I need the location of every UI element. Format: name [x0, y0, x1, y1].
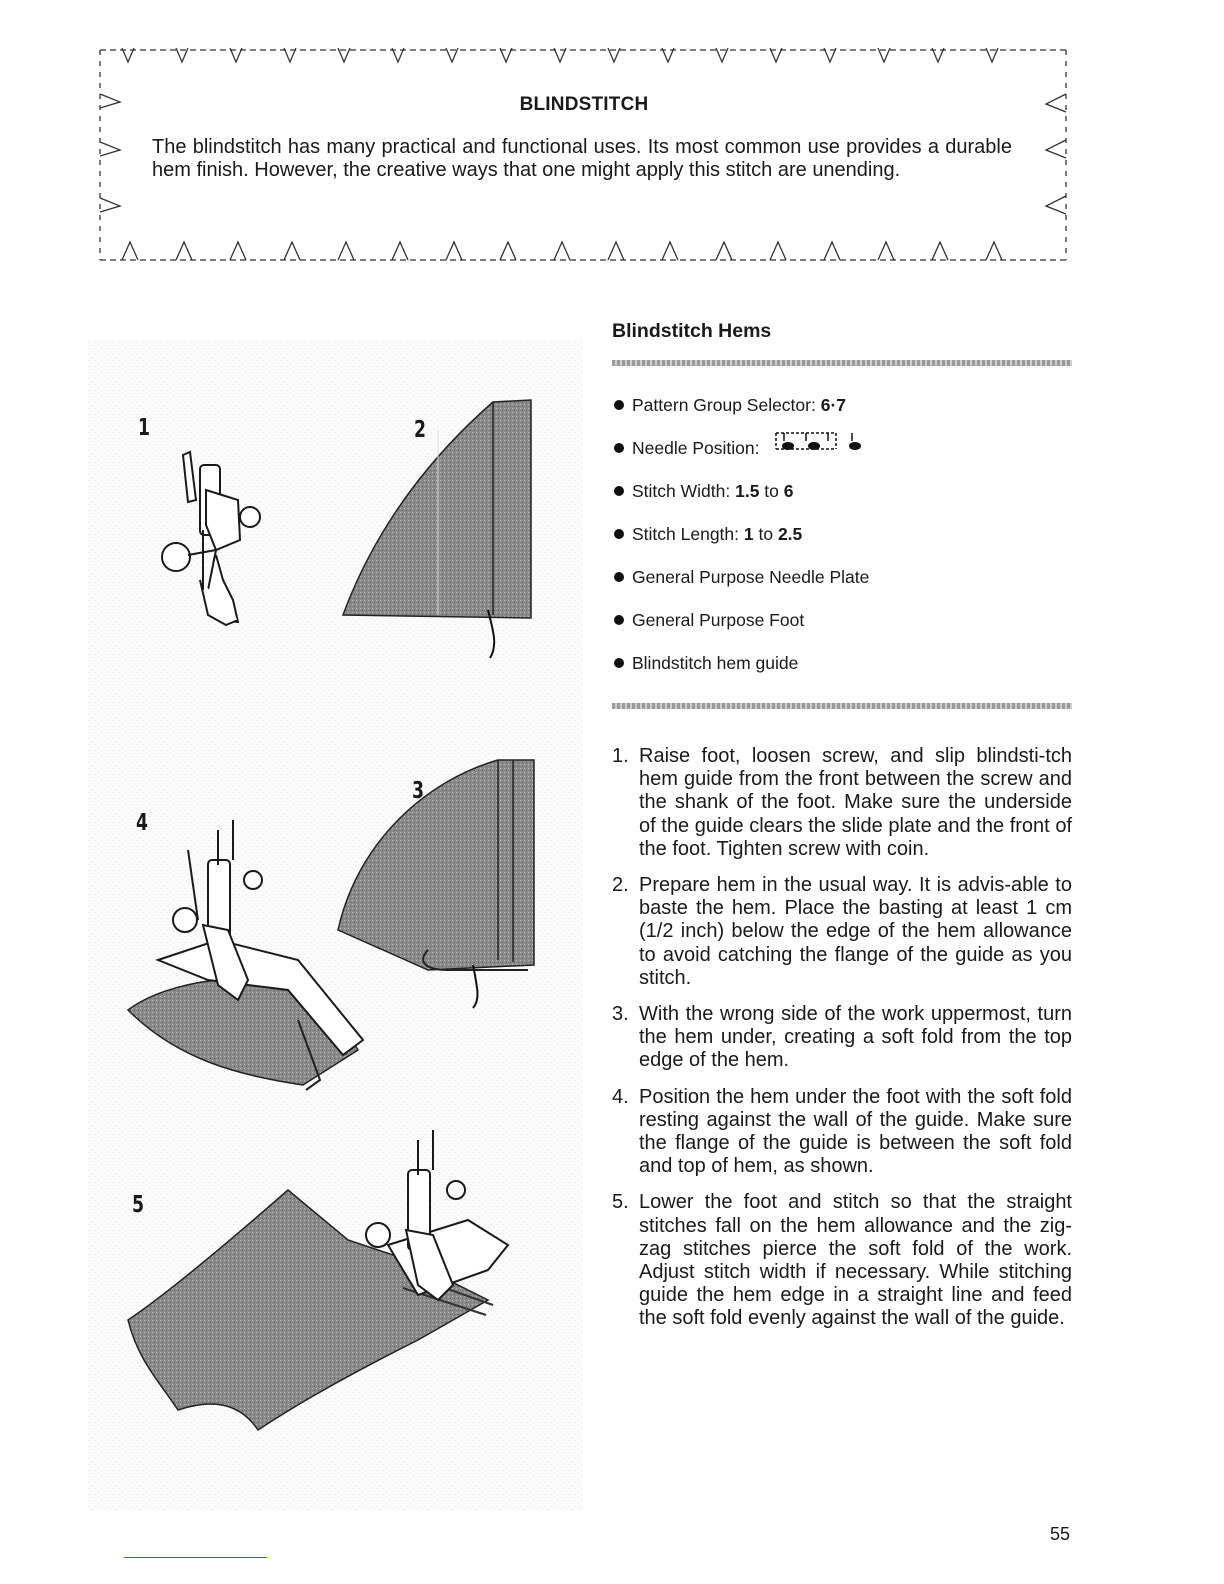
- spec-needle-plate: General Purpose Needle Plate: [612, 556, 1072, 599]
- instructions-column: [612, 320, 1072, 1344]
- footer-line: [124, 1557, 267, 1558]
- steps-list: [612, 745, 1072, 1331]
- step-item: 4. Position the hem under the foot with the soft fold resting against the wall of the guide. Make sure the flange of the guide is between the soft fold and top of hem, as shown.: [612, 1085, 1072, 1178]
- spec-foot: General Purpose Foot: [612, 599, 1072, 642]
- intro-paragraph: The blindstitch has many practical and functional uses. Its most common use provides a durable hem finish. However, the creative ways that one might apply this stitch are unending.: [152, 136, 1012, 181]
- figure-label-2: 2: [414, 417, 427, 443]
- figure-label-5: 5: [132, 1192, 145, 1218]
- figure-label-4: 4: [136, 810, 149, 836]
- divider-bottom: [612, 703, 1072, 709]
- intro-box: [98, 38, 1070, 268]
- spec-needle-position: Needle Position:: [612, 427, 1072, 470]
- needle-position-icon: [772, 427, 864, 471]
- figure-label-1: 1: [138, 415, 151, 441]
- spec-stitch-length: Stitch Length: 1 to 2.5: [612, 513, 1072, 556]
- divider-top: [612, 360, 1072, 366]
- illustrations: [88, 340, 588, 1520]
- step-item: 5. Lower the foot and stitch so that the straight stitches fall on the hem allowance and the zig-zag stitches pierce the soft fold of the work. Adjust stitch width if necessary. While stitching guide the hem edge in a straight line and feed the soft fold evenly against the wall of the guide.: [612, 1191, 1072, 1330]
- section-title: Blindstitch Hems: [612, 320, 772, 342]
- spec-pattern-group: Pattern Group Selector: 6·7: [612, 384, 1072, 427]
- step-item: 2. Prepare hem in the usual way. It is advis-able to baste the hem. Place the basting at least 1 cm (1/2 inch) below the edge of the hem allowance to avoid catching the flange of the guide as you stitch.: [612, 874, 1072, 989]
- hem-illustrations: [88, 340, 588, 1520]
- spec-hem-guide: Blindstitch hem guide: [612, 642, 1072, 685]
- intro-title: BLINDSTITCH: [519, 94, 649, 115]
- settings-list: [612, 384, 1072, 685]
- page-number: 55: [1050, 1524, 1071, 1544]
- spec-stitch-width: Stitch Width: 1.5 to 6: [612, 470, 1072, 513]
- step-item: 1. Raise foot, loosen screw, and slip blindsti-tch hem guide from the front between the screw and the shank of the foot. Make sure the underside of the guide clears the slide plate and the front of the foot. Tighten screw with coin.: [612, 745, 1072, 860]
- figure-label-3: 3: [412, 778, 425, 804]
- step-item: 3. With the wrong side of the work uppermost, turn the hem under, creating a soft fold from the top edge of the hem.: [612, 1003, 1072, 1072]
